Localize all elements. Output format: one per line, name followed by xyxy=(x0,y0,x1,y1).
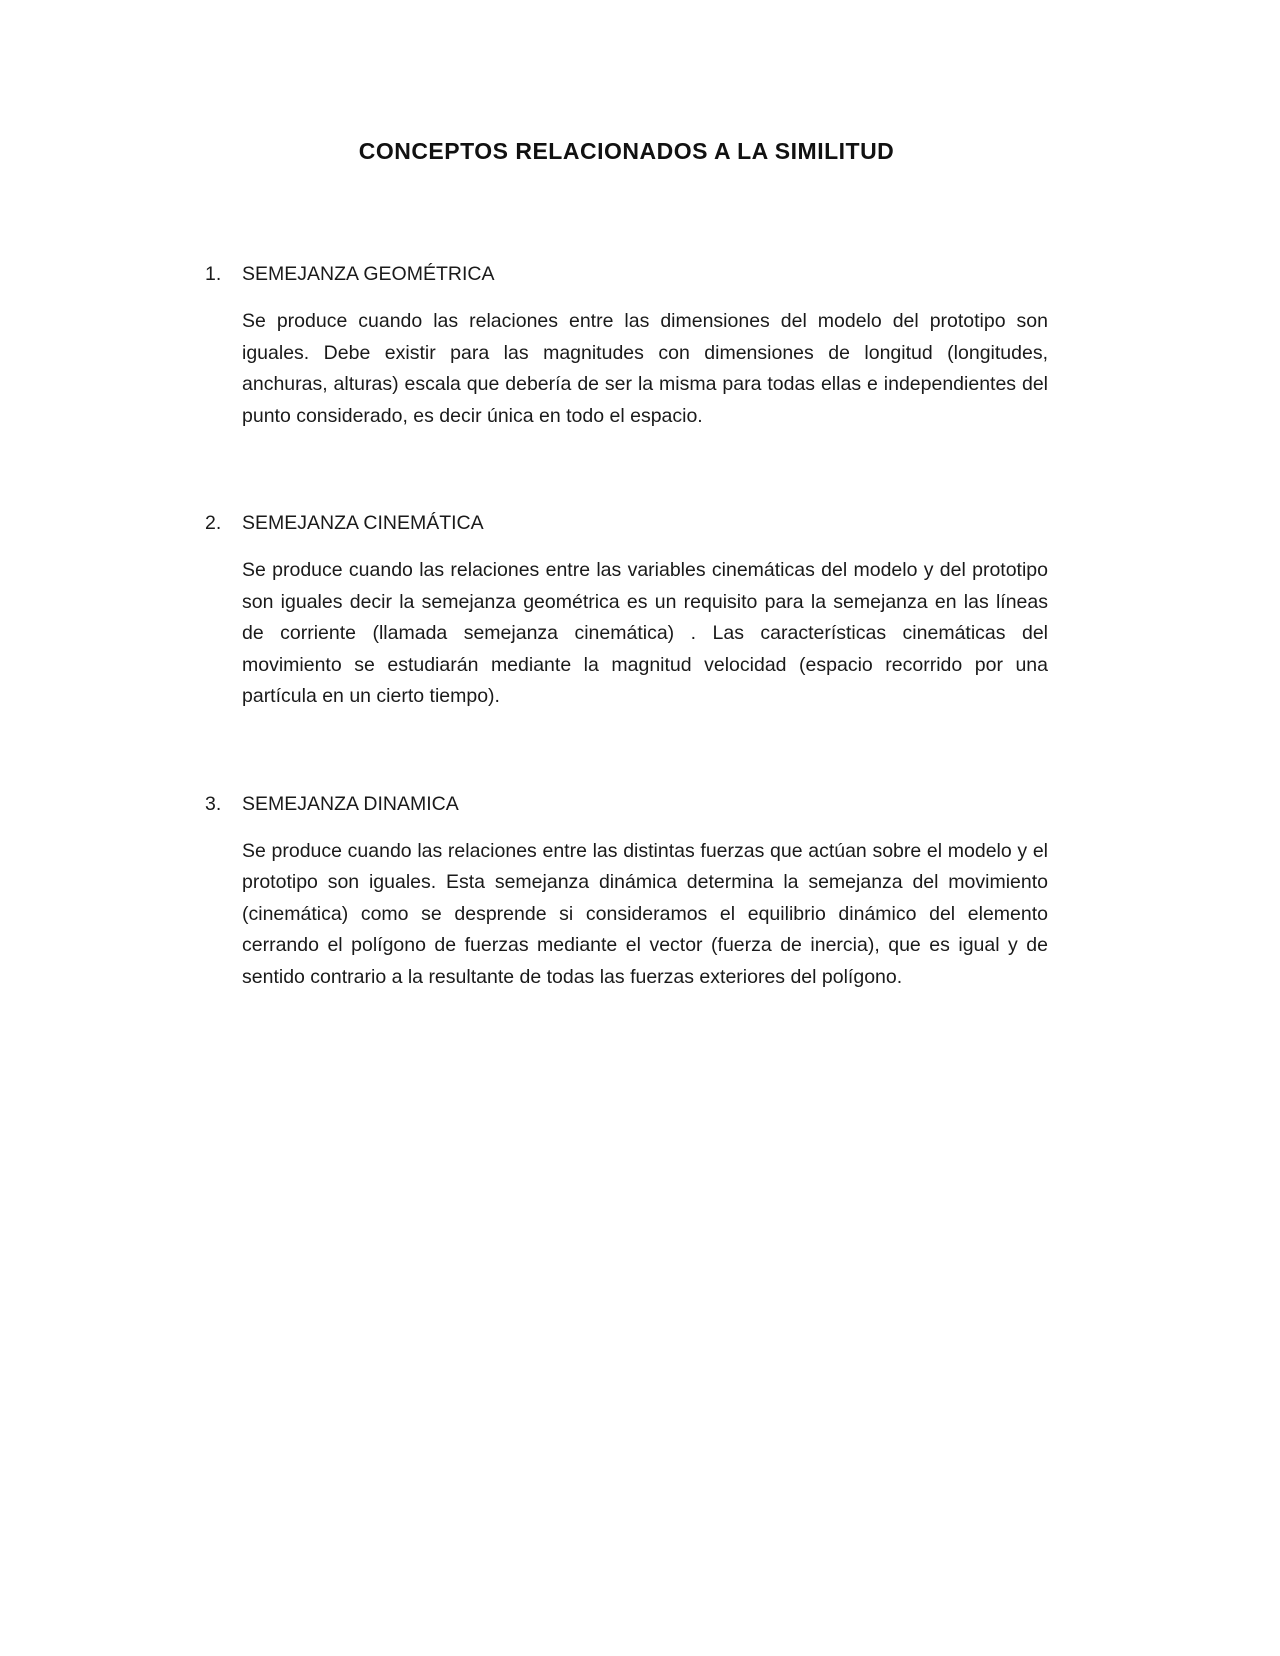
document-content xyxy=(205,138,1048,1073)
section-heading-text: SEMEJANZA GEOMÉTRICA xyxy=(242,263,495,285)
section-semejanza-dinamica xyxy=(205,793,1048,994)
section-heading-text: SEMEJANZA CINEMÁTICA xyxy=(242,512,484,534)
section-semejanza-cinematica xyxy=(205,512,1048,713)
section-semejanza-geometrica xyxy=(205,263,1048,432)
section-paragraph: Se produce cuando las relaciones entre las variables cinemáticas del modelo y del prototipo son iguales decir la semejanza geométrica es un requisito para la semejanza en las líneas de corriente (llamada semejanza cinemática) . Las características cinemáticas del movimiento se estudiarán mediante la magnitud velocidad (espacio recorrido por una partícula en un cierto tiempo). xyxy=(242,559,1048,707)
section-heading xyxy=(205,263,1048,286)
section-number: 3. xyxy=(205,792,222,815)
section-paragraph: Se produce cuando las relaciones entre las dimensiones del modelo del prototipo son iguales. Debe existir para las magnitudes con dimensiones de longitud (longitudes, anchuras, alturas) escala que debería de ser la misma para todas ellas e independientes del punto considerado, es decir única en todo el espacio. xyxy=(242,310,1048,427)
section-heading xyxy=(205,512,1048,535)
section-number: 2. xyxy=(205,512,222,534)
section-heading xyxy=(205,793,1048,816)
section-paragraph: Se produce cuando las relaciones entre las distintas fuerzas que actúan sobre el modelo y el prototipo son iguales. Esta semejanza dinámica determina la semejanza del movimiento (cinemática) como se desprende si consideramos el equilibrio dinámico del elemento cerrando el polígono de fuerzas mediante el vector (fuerza de inercia), que es igual y de sentido contrario a la resultante de todas las fuerzas exteriores del polígono. xyxy=(242,839,1048,988)
section-heading-text: SEMEJANZA DINAMICA xyxy=(242,792,459,815)
section-number: 1. xyxy=(205,263,222,285)
page-title: CONCEPTOS RELACIONADOS A LA SIMILITUD xyxy=(358,138,895,164)
